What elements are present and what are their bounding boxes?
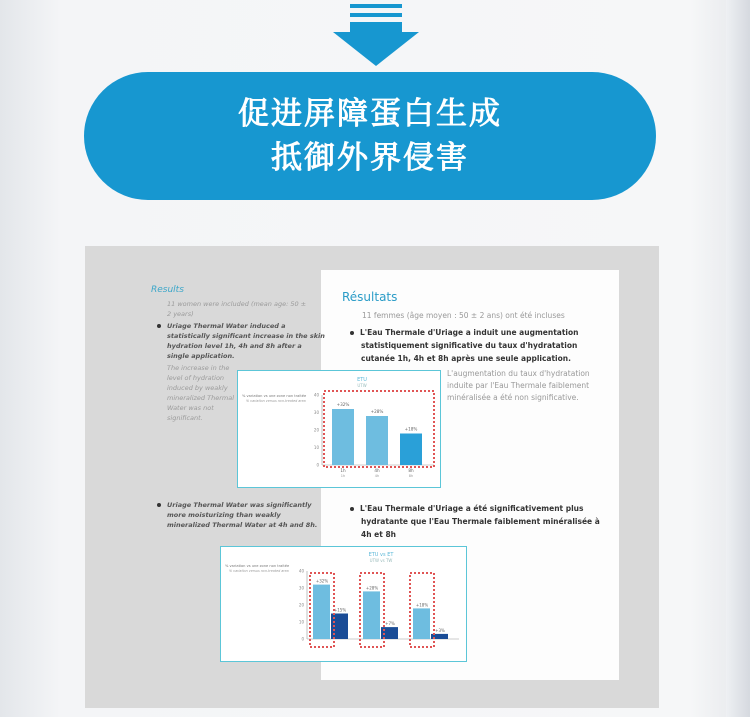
y-tick-label: 20 <box>313 427 319 433</box>
headline-line-1: 促进屏障蛋白生成 <box>238 96 502 132</box>
fr-bullet-1: L'Eau Thermale d'Uriage a induit une augmentation <box>350 326 579 339</box>
chart-2-svg <box>221 547 466 661</box>
bar <box>400 434 422 466</box>
bar-etu <box>363 591 380 639</box>
bar-data-label: +32% <box>336 402 350 407</box>
y-axis-label-en: % variation versus non-treated area <box>229 569 289 573</box>
bar-data-label: +18% <box>415 602 429 608</box>
en-note-line: induced by weakly <box>167 384 228 392</box>
y-tick-label: 0 <box>301 636 304 642</box>
bar-data-label: +7% <box>385 621 395 627</box>
y-axis-label: % variation vs une zone non traitée <box>242 394 307 398</box>
y-tick-label: 10 <box>298 619 304 625</box>
bar-etu <box>413 608 430 639</box>
fr-note-line: induite par l'Eau Thermale faiblement <box>447 381 590 390</box>
chart-compare <box>220 546 467 662</box>
en-note-line: Water was not <box>167 404 214 412</box>
fr-note-line: minéralisée a été non significative. <box>447 393 579 402</box>
y-tick-label: 40 <box>298 568 304 574</box>
en-results-title: Results <box>151 285 184 295</box>
bullet-dot <box>350 507 354 511</box>
bar-data-label: +28% <box>370 409 384 414</box>
en-note-line: mineralized Thermal <box>167 394 235 402</box>
fr-bullet-2: L'Eau Thermale d'Uriage a été significativement plus <box>350 502 583 515</box>
y-tick-label: 30 <box>298 585 304 591</box>
x-tick-label: 8h <box>408 468 414 473</box>
headline-banner <box>84 72 656 200</box>
bar-data-label: +18% <box>404 426 418 432</box>
en-note-line: significant. <box>167 414 203 422</box>
y-tick-label: 0 <box>316 462 319 468</box>
en-intro-line: 2 years) <box>167 310 194 318</box>
bullet-dot <box>350 331 354 335</box>
bar-data-label: +28% <box>365 585 379 591</box>
y-tick-label: 20 <box>298 602 304 608</box>
down-arrow-icon <box>333 4 419 68</box>
x-tick-label: 1h <box>340 468 346 473</box>
en-bullet-2: Uriage Thermal Water was significantly <box>157 500 312 510</box>
chart-title: ETU <box>357 377 367 383</box>
bar-etu <box>313 585 330 639</box>
chart-title: ETU vs ET <box>368 552 394 558</box>
bar <box>366 416 388 465</box>
fr-intro: 11 femmes (âge moyen : 50 ± 2 ans) ont été incluses <box>362 311 565 320</box>
study-results-document <box>85 246 659 708</box>
chart-subtitle: UTW vs TW <box>369 558 393 563</box>
en-bullet-1-line: statistically significant increase in the skin <box>167 332 325 340</box>
right-edge <box>726 0 750 717</box>
en-note-line: level of hydration <box>167 374 225 382</box>
chart-1-svg <box>238 371 440 487</box>
y-axis-label-en: % variation versus non-treated area <box>246 399 306 403</box>
y-tick-label: 30 <box>313 410 319 415</box>
en-bullet-1-line: hydration level 1h, 4h and 8h after a <box>167 342 302 350</box>
bullet-dot <box>157 503 161 507</box>
x-tick-sublabel: 4h <box>374 474 380 478</box>
y-tick-label: 10 <box>313 445 319 450</box>
chart-single <box>237 370 441 488</box>
bar <box>332 409 354 465</box>
y-axis-label: % variation vs une zone non traitée <box>225 564 290 568</box>
en-intro-line: 11 women were included (mean age: 50 ± <box>167 300 307 308</box>
x-tick-label: 4h <box>374 468 380 473</box>
fr-bullet-2-line: 4h et 8h <box>361 530 397 539</box>
en-note-line: The increase in the <box>167 364 230 372</box>
y-tick-label: 40 <box>313 392 319 398</box>
en-bullet-2-line: more moisturizing than weakly <box>167 511 281 519</box>
en-bullet-1: Uriage Thermal Water induced a <box>157 321 286 331</box>
bar-data-label: +15% <box>333 607 347 613</box>
x-tick-sublabel: 1h <box>340 474 346 478</box>
fr-results-title: Résultats <box>342 290 398 304</box>
fr-note-line: L'augmentation du taux d'hydratation <box>447 369 590 378</box>
headline-line-2: 抵御外界侵害 <box>271 140 469 176</box>
x-tick-sublabel: 8h <box>408 474 414 478</box>
fr-bullet-2-line: hydratante que l'Eau Thermale faiblement minéralisée à <box>361 517 600 526</box>
bullet-dot <box>157 324 161 328</box>
en-bullet-2-line: mineralized Thermal Water at 4h and 8h. <box>167 521 318 529</box>
fr-bullet-1-line: cutanée 1h, 4h et 8h après une seule application. <box>361 354 571 363</box>
fr-bullet-1-line: statistiquement significative du taux d'hydratation <box>361 341 578 350</box>
chart-subtitle: UTW <box>357 383 367 388</box>
bar-data-label: +32% <box>315 578 329 584</box>
en-bullet-1-line: single application. <box>167 352 235 360</box>
bar-data-label: +3% <box>435 627 445 633</box>
